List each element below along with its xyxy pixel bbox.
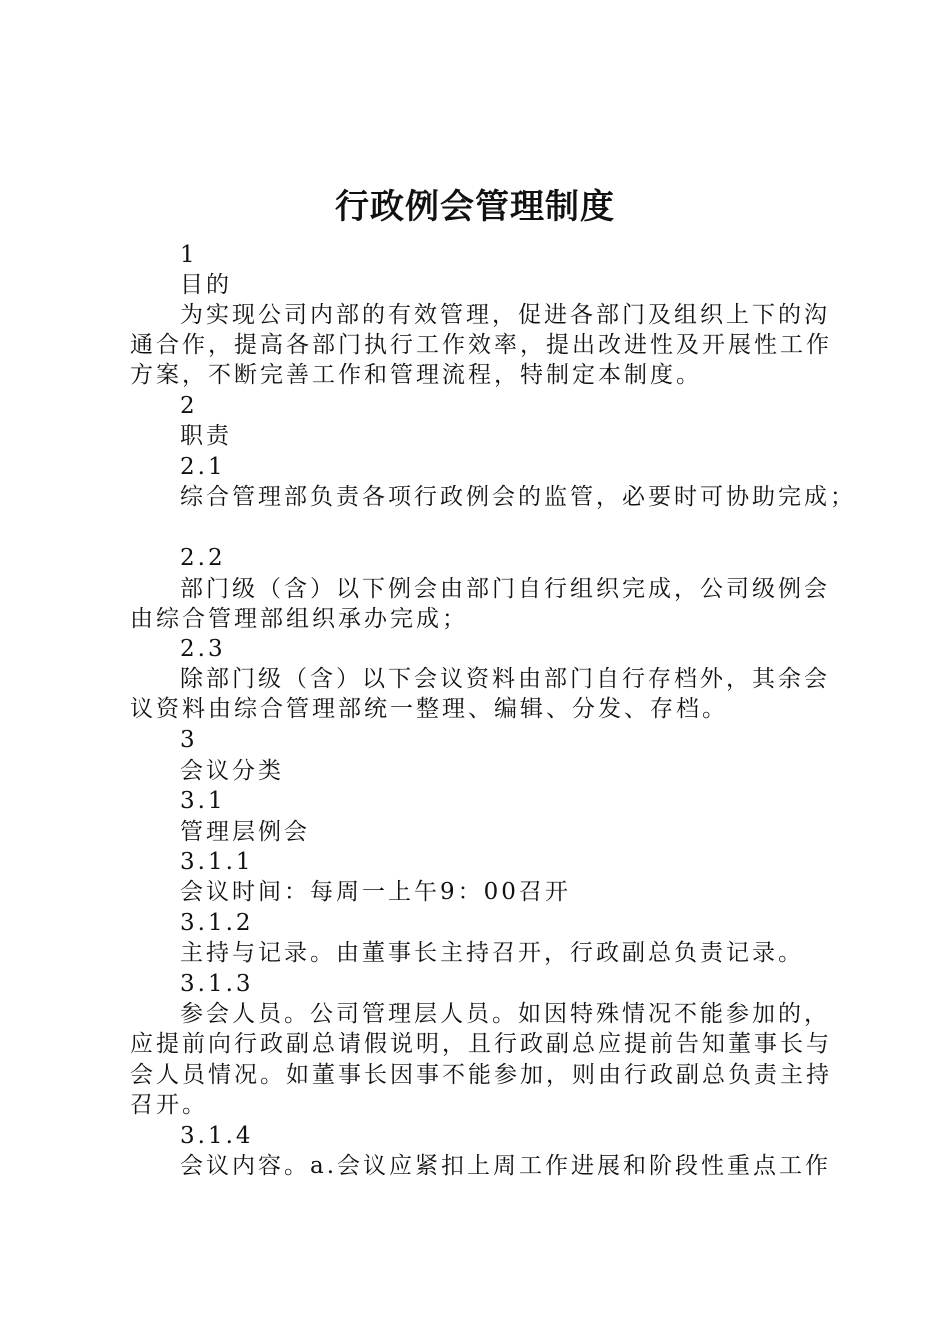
- section-heading: 职责: [180, 423, 232, 449]
- paragraph-line: 由综合管理部组织承办完成；: [130, 606, 468, 632]
- subsection-heading: 管理层例会: [180, 819, 310, 845]
- subsection-number: 3.1.4: [180, 1123, 254, 1149]
- paragraph-line: 为实现公司内部的有效管理，促进各部门及组织上下的沟: [180, 302, 830, 328]
- subsection-number: 2.1: [180, 454, 226, 480]
- section-number: 3: [180, 727, 198, 753]
- section-number: 2: [180, 393, 198, 419]
- subsection-number: 3.1: [180, 788, 226, 814]
- paragraph-line: 会人员情况。如董事长因事不能参加，则由行政副总负责主持: [130, 1062, 832, 1088]
- paragraph-line: 主持与记录。由董事长主持召开，行政副总负责记录。: [180, 940, 804, 966]
- paragraph-line: 通合作，提高各部门执行工作效率，提出改进性及开展性工作: [130, 332, 832, 358]
- subsection-number: 3.1.3: [180, 971, 254, 997]
- paragraph-line: 召开。: [130, 1092, 208, 1118]
- subsection-number: 2.2: [180, 545, 226, 571]
- paragraph-line: 部门级（含）以下例会由部门自行组织完成，公司级例会: [180, 576, 830, 602]
- paragraph-line: 方案，不断完善工作和管理流程，特制定本制度。: [130, 362, 702, 388]
- paragraph-line: 会议内容。a.会议应紧扣上周工作进展和阶段性重点工作: [180, 1153, 832, 1179]
- paragraph-line: 会议时间：每周一上午9：00召开: [180, 879, 571, 905]
- section-number: 1: [180, 242, 198, 268]
- paragraph-line: 议资料由综合管理部统一整理、编辑、分发、存档。: [130, 696, 728, 722]
- paragraph-line: 应提前向行政副总请假说明，且行政副总应提前告知董事长与: [130, 1031, 832, 1057]
- section-heading: 目的: [180, 272, 232, 298]
- paragraph-line: 参会人员。公司管理层人员。如因特殊情况不能参加的，: [180, 1001, 830, 1027]
- subsection-number: 3.1.2: [180, 910, 254, 936]
- paragraph-line: 综合管理部负责各项行政例会的监管，必要时可协助完成；: [180, 484, 856, 510]
- subsection-number: 3.1.1: [180, 849, 254, 875]
- section-heading: 会议分类: [180, 758, 284, 784]
- paragraph-line: 除部门级（含）以下会议资料由部门自行存档外，其余会: [180, 666, 830, 692]
- subsection-number: 2.3: [180, 636, 226, 662]
- document-title: 行政例会管理制度: [335, 187, 615, 227]
